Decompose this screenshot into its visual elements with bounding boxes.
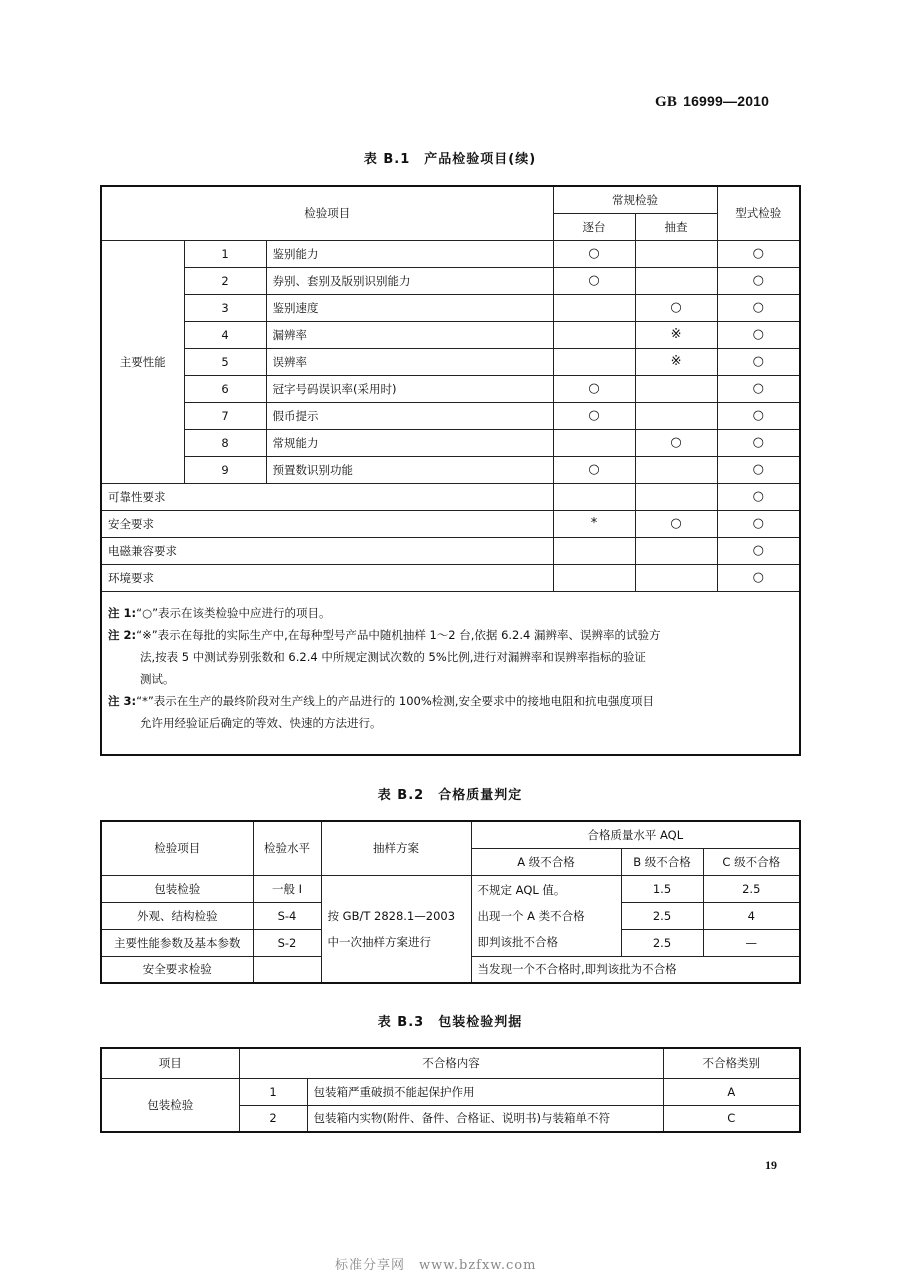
table1-notes [101,591,800,755]
row-number: 7 [184,402,266,429]
header-routine: 常规检验 [553,186,717,213]
note-2-continued: 测试。 [140,671,175,686]
row-number: 3 [184,294,266,321]
type-mark: ○ [717,402,800,429]
sample-mark: ※ [635,321,717,348]
row-item: 安全要求检验 [101,956,253,983]
header-b: B 级不合格 [621,848,703,875]
row-item: 包装检验 [101,875,253,902]
each-mark: ○ [553,375,635,402]
each-mark: ○ [553,240,635,267]
safety-judgement: 当发现一个不合格时,即判该批为不合格 [471,956,800,983]
row-item: 漏辨率 [266,321,553,348]
sample-mark [635,537,717,564]
table3-packaging-criteria [100,1047,801,1133]
header-aql: 合格质量水平 AQL [471,821,800,848]
note-2: 注 2:“※”表示在每批的实际生产中,在每种型号产品中随机抽样 1～2 台,依据 6.2.4 漏辨率、误辨率的试验方 [108,627,661,642]
each-mark: ○ [553,402,635,429]
row-number: 2 [239,1105,307,1132]
note-3: 注 3:“*”表示在生产的最终阶段对生产线上的产品进行的 100%检测,安全要求中的接地电阻和抗电强度项目 [108,693,654,708]
each-mark [553,537,635,564]
sample-mark [635,564,717,591]
table-row [101,267,800,294]
each-mark [553,321,635,348]
row-item: 安全要求 [101,510,553,537]
type-mark: ○ [717,348,800,375]
standard-prefix: GB [655,94,678,110]
header-type-test: 型式检验 [717,186,800,240]
each-mark [553,429,635,456]
table-row [101,348,800,375]
sample-mark [635,456,717,483]
row-item: 可靠性要求 [101,483,553,510]
sample-mark [635,483,717,510]
header-category: 不合格类别 [663,1048,800,1078]
table-row [101,510,800,537]
row-item: 主要性能参数及基本参数 [101,929,253,956]
group-label: 主要性能 [101,240,184,483]
type-mark: ○ [717,267,800,294]
table-row [101,483,800,510]
row-content: 包装箱严重破损不能起保护作用 [307,1078,663,1105]
type-mark: ○ [717,321,800,348]
table-row [101,875,800,902]
table-row [101,402,800,429]
sample-mark: ○ [635,294,717,321]
type-mark: ○ [717,510,800,537]
row-category: C [663,1105,800,1132]
each-mark: ○ [553,456,635,483]
each-mark [553,348,635,375]
row-item: 鉴别速度 [266,294,553,321]
row-item: 电磁兼容要求 [101,537,553,564]
type-mark: ○ [717,240,800,267]
type-mark: ○ [717,483,800,510]
row-item: 误辨率 [266,348,553,375]
row-level [253,956,321,983]
row-number: 4 [184,321,266,348]
row-content: 包装箱内实物(附件、备件、合格证、说明书)与装箱单不符 [307,1105,663,1132]
table-row [101,456,800,483]
table-row [101,1078,800,1105]
header-plan: 抽样方案 [321,821,471,875]
note-2-continued: 法,按表 5 中测试券别张数和 6.2.4 中所规定测试次数的 5%比例,进行对漏辨率和误辨率指标的验证 [140,649,646,664]
header-sample: 抽查 [635,213,717,240]
header-item: 检验项目 [101,821,253,875]
header-content: 不合格内容 [239,1048,663,1078]
row-item: 外观、结构检验 [101,902,253,929]
note-3-continued: 允许用经验证后确定的等效、快速的方法进行。 [140,715,382,730]
each-mark: * [553,510,635,537]
row-number: 2 [184,267,266,294]
note-1: 注 1:“○”表示在该类检验中应进行的项目。 [108,605,331,620]
aql-b: 2.5 [621,929,703,956]
table-row [101,564,800,591]
standard-number: 16999—2010 [683,93,770,109]
row-category: A [663,1078,800,1105]
row-level: S-4 [253,902,321,929]
each-mark [553,483,635,510]
row-item: 常规能力 [266,429,553,456]
table-row [101,240,800,267]
header-item: 项目 [101,1048,239,1078]
type-mark: ○ [717,429,800,456]
type-mark: ○ [717,375,800,402]
each-mark [553,564,635,591]
aql-b: 1.5 [621,875,703,902]
row-number: 5 [184,348,266,375]
row-number: 6 [184,375,266,402]
each-mark [553,294,635,321]
watermark: 标准分享网 www.bzfxw.com [335,1258,537,1273]
table-row [101,375,800,402]
header-a: A 级不合格 [471,848,621,875]
type-mark: ○ [717,456,800,483]
table2-caption: 表 B.2 合格质量判定 [377,788,523,803]
each-mark: ○ [553,267,635,294]
row-item: 假币提示 [266,402,553,429]
aql-b: 2.5 [621,902,703,929]
header-level: 检验水平 [253,821,321,875]
table1-caption: 表 B.1 产品检验项目(续) [363,152,537,167]
row-item: 环境要求 [101,564,553,591]
row-item: 预置数识别功能 [266,456,553,483]
sample-mark [635,240,717,267]
table-row [101,429,800,456]
table2-quality-judgement [100,820,801,984]
sample-mark [635,402,717,429]
table-row [101,537,800,564]
row-item: 券别、套别及版别识别能力 [266,267,553,294]
page-number: 19 [765,1158,777,1172]
table3-caption: 表 B.3 包装检验判据 [377,1015,523,1030]
row-number: 8 [184,429,266,456]
table-row [101,321,800,348]
row-level: S-2 [253,929,321,956]
row-number: 1 [239,1078,307,1105]
type-mark: ○ [717,537,800,564]
sample-mark: ※ [635,348,717,375]
row-level: 一般 I [253,875,321,902]
aql-c: 4 [703,902,800,929]
group-label: 包装检验 [101,1078,239,1132]
sample-mark: ○ [635,429,717,456]
header-each: 逐台 [553,213,635,240]
sample-mark: ○ [635,510,717,537]
aql-a-description: 不规定 AQL 值。 出现一个 A 类不合格 即判该批不合格 [471,875,621,956]
sampling-plan: 按 GB/T 2828.1—2003 中一次抽样方案进行 [321,875,471,983]
sample-mark [635,375,717,402]
header-c: C 级不合格 [703,848,800,875]
table1-product-inspection-items [100,185,801,756]
row-number: 1 [184,240,266,267]
table-row [101,294,800,321]
aql-c: 2.5 [703,875,800,902]
standard-code [655,93,769,111]
header-item: 检验项目 [101,186,553,240]
row-item: 冠字号码误识率(采用时) [266,375,553,402]
row-number: 9 [184,456,266,483]
type-mark: ○ [717,564,800,591]
sample-mark [635,267,717,294]
aql-c: — [703,929,800,956]
type-mark: ○ [717,294,800,321]
row-item: 鉴别能力 [266,240,553,267]
